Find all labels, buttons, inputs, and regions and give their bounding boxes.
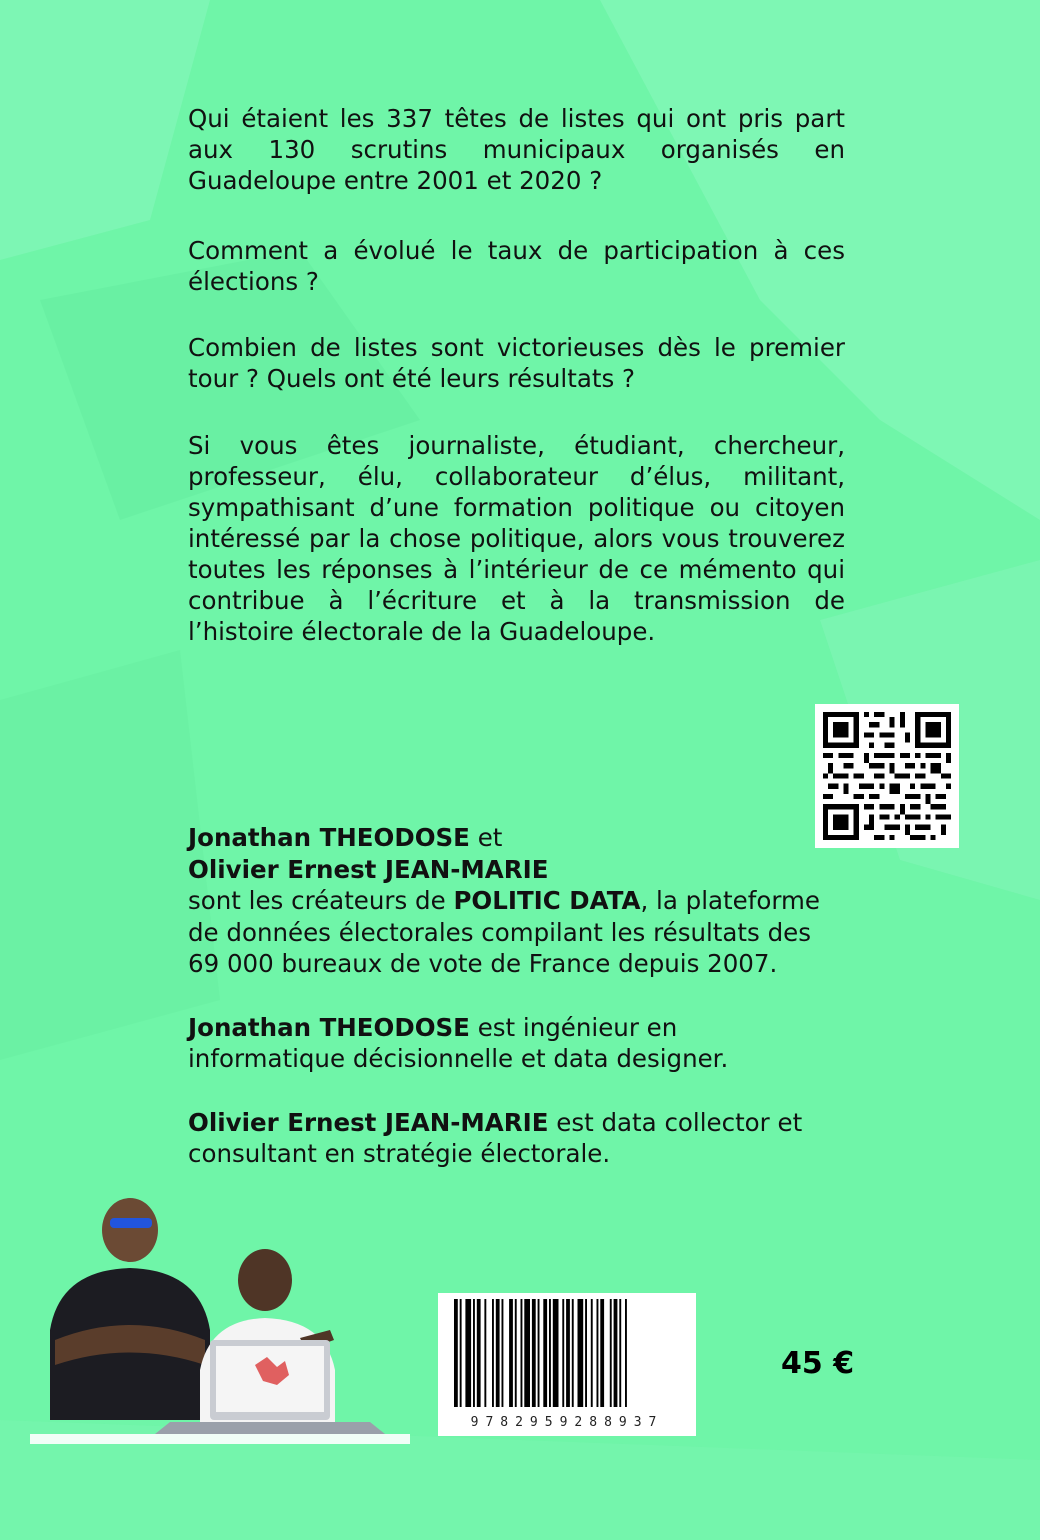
authors-photo: [30, 1190, 410, 1450]
barcode: [438, 1293, 696, 1436]
price: 45 €: [781, 1346, 855, 1381]
author-1-bio: Jonathan THEODOSE est ingénieur en informatique décisionnelle et data designer.: [188, 1012, 729, 1073]
authors-section: [188, 822, 828, 1202]
authors-intro: Jonathan THEODOSE et Olivier Ernest JEAN-MARIE sont les créateurs de POLITIC DATA, la plateforme de données électorales compilant les résultats des 69 000 bureaux de vote de France depuis 2007.: [188, 823, 820, 978]
intro-paragraph-audience: Si vous êtes journaliste, étudiant, chercheur, professeur, élu, collaborateur d’élus, militant, sympathisant d’une formation politique ou citoyen intéressé par la chose politique, alors vous trouverez toutes les réponses à l’intérieur de ce mémento qui contribue à l’écriture et à la transmission de l’histoire électorale de la Guadeloupe.: [188, 431, 845, 646]
intro-question-1: Qui étaient les 337 têtes de listes qui ont pris part aux 130 scrutins municipaux organisés en Guadeloupe entre 2001 et 2020 ?: [188, 104, 845, 195]
author-2-name: Olivier Ernest JEAN-MARIE: [188, 854, 549, 884]
qr-code[interactable]: [815, 704, 959, 848]
author-1-name: Jonathan THEODOSE: [188, 823, 470, 852]
intro-question-3: Combien de listes sont victorieuses dès le premier tour ? Quels ont été leurs résultats ?: [188, 333, 845, 393]
intro-question-2: Comment a évolué le taux de participation à ces élections ?: [188, 236, 845, 296]
barcode-digits: 9782959288937: [470, 1415, 664, 1430]
platform-name: POLITIC DATA: [453, 886, 641, 915]
author-2-bio: Olivier Ernest JEAN-MARIE est data collector et consultant en stratégie électorale.: [188, 1107, 803, 1168]
